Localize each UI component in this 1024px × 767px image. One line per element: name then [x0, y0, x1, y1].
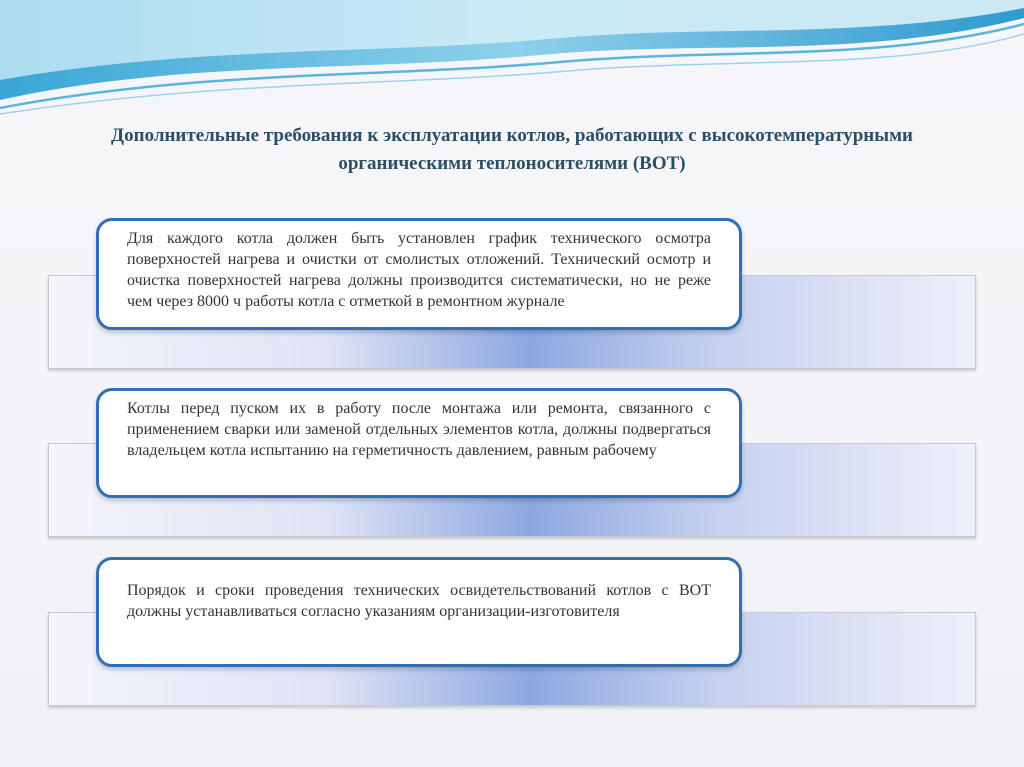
requirement-text-3: Порядок и сроки проведения технических освидетельствований котлов с ВОТ должны устанавливаться согласно указаниям организации-изготовителя [127, 582, 711, 620]
requirement-text-2: Котлы перед пуском их в работу после монтажа или ремонта, связанного с применением сварки или заменой отдельных элементов котла, должны подвергаться владельцем котла испытанию на герметичность давлением, равным рабочему [127, 400, 711, 459]
wave-decoration [0, 0, 1024, 120]
requirement-card-3 [96, 557, 742, 667]
requirement-card-2 [96, 388, 742, 498]
requirement-text-1: Для каждого котла должен быть установлен график технического осмотра поверхностей нагрева и очистки от смолистых отложений. Технический осмотр и очистка поверхностей нагрева должны производится систематически, но не реже чем через 8000 ч работы котла с отметкой в ремонтном журнале [127, 230, 711, 310]
requirement-card-1 [96, 218, 742, 330]
slide-title: Дополнительные требования к эксплуатации котлов, работающих с высокотемпературными органическими теплоносителями (ВОТ) [111, 125, 913, 174]
